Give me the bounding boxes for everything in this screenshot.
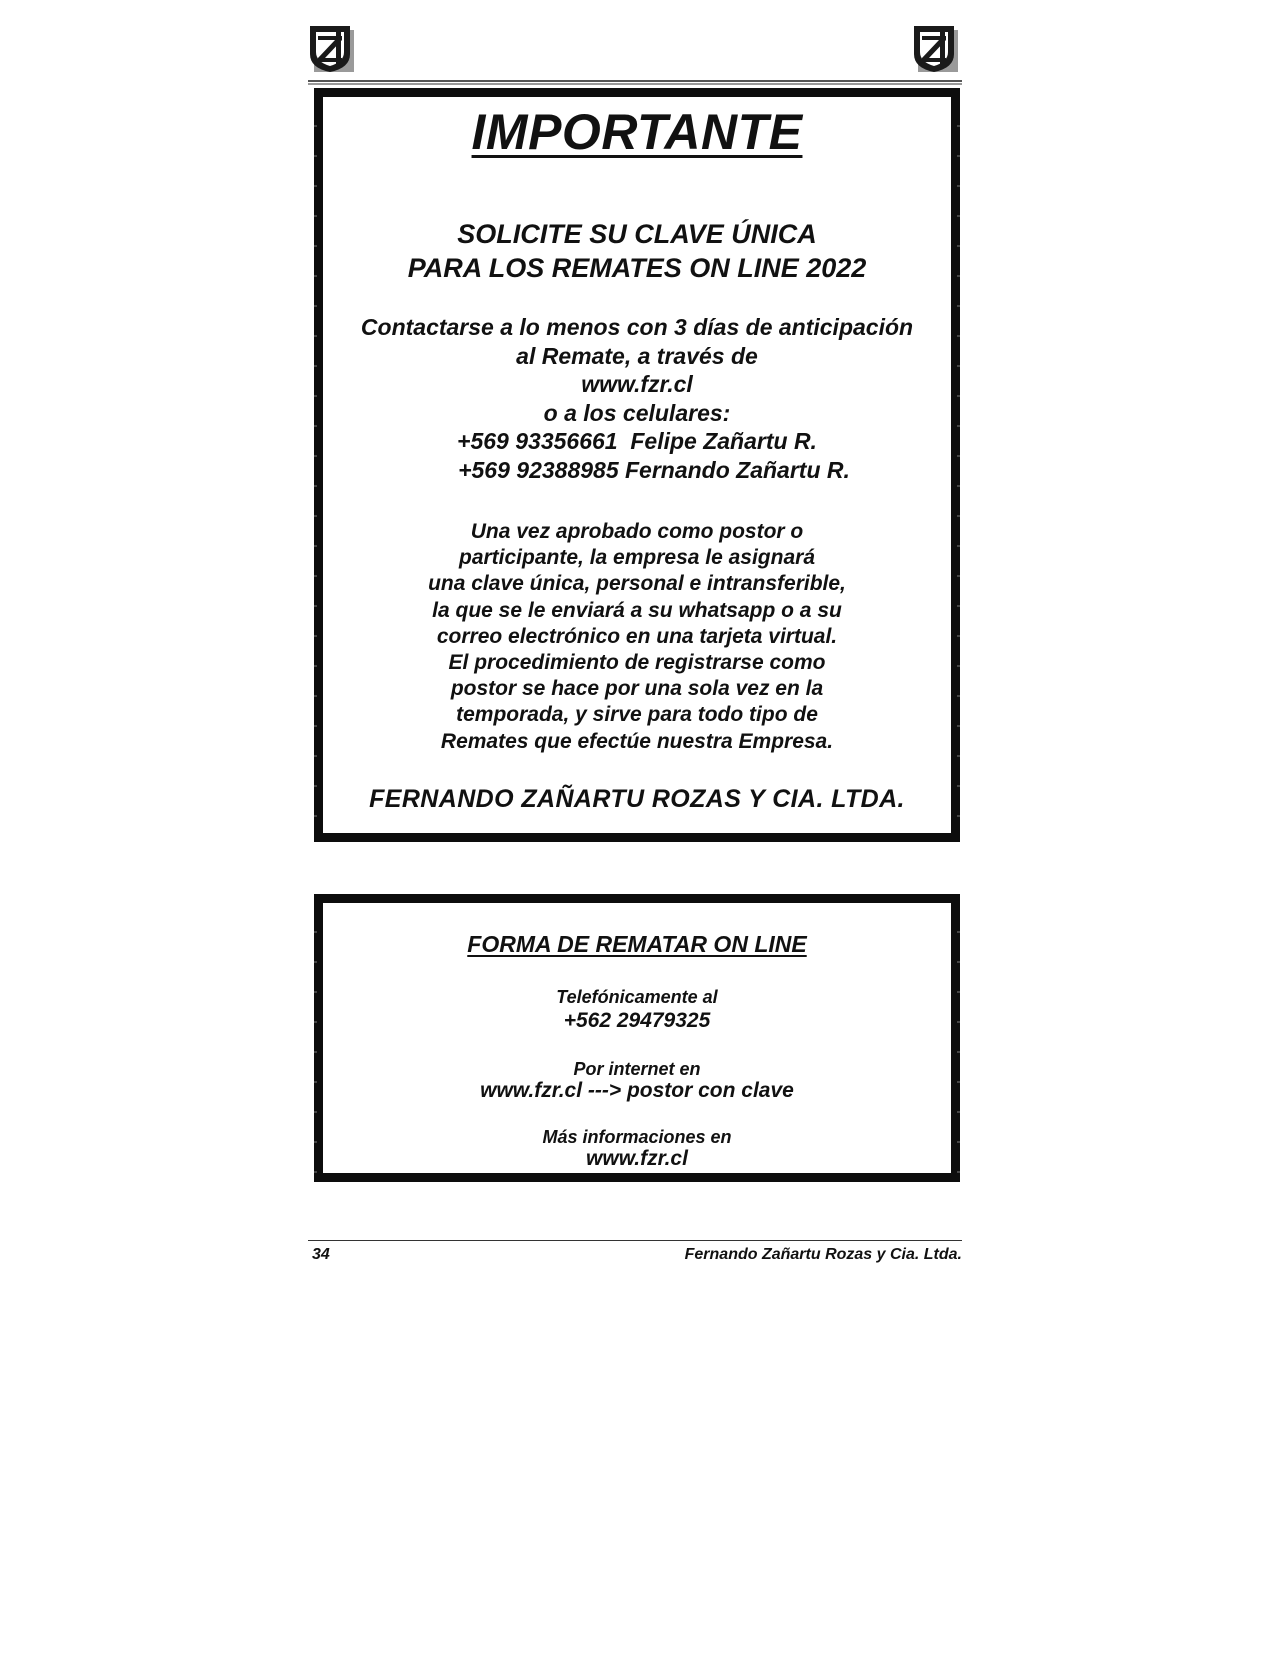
contact-phone: +569 93356661 Felipe Zañartu R. xyxy=(457,428,817,454)
phone-number: +562 29479325 xyxy=(563,1009,711,1032)
page-number: 34 xyxy=(312,1246,330,1263)
info-line: postor se hace por una sola vez en la xyxy=(450,677,824,701)
info-line: Remates que efectúe nuestra Empresa. xyxy=(440,729,834,753)
contact-line: o a los celulares: xyxy=(543,399,731,426)
contact-line: al Remate, a través de xyxy=(516,342,758,369)
clave-unica-line: PARA LOS REMATES ON LINE 2022 xyxy=(407,253,867,283)
info-line: participante, la empresa le asignará xyxy=(459,546,815,570)
forma-title: FORMA DE REMATAR ON LINE xyxy=(467,931,807,957)
footer-divider xyxy=(308,1240,962,1241)
more-info-link[interactable]: www.fzr.cl xyxy=(586,1147,688,1170)
clave-unica-line: SOLICITE SU CLAVE ÚNICA xyxy=(457,219,817,249)
info-line: correo electrónico en una tarjeta virtual. xyxy=(436,624,838,648)
company-name: FERNANDO ZAÑARTU ROZAS Y CIA. LTDA. xyxy=(369,785,905,813)
internet-label: Por internet en xyxy=(573,1059,701,1079)
info-line: El procedimiento de registrarse como xyxy=(448,651,826,675)
internet-link[interactable]: www.fzr.cl ---> postor con clave xyxy=(480,1079,794,1102)
header-divider xyxy=(308,80,962,85)
importante-title: IMPORTANTE xyxy=(471,104,803,160)
phone-label: Telefónicamente al xyxy=(556,987,718,1007)
more-info-label: Más informaciones en xyxy=(542,1127,732,1147)
info-line: Una vez aprobado como postor o xyxy=(470,520,804,543)
contact-line: Contactarse a lo menos con 3 días de anticipación xyxy=(360,314,914,340)
info-line: una clave única, personal e intransferible, xyxy=(428,572,846,596)
contact-instructions xyxy=(323,313,951,484)
contact-phone: +569 92388985 Fernando Zañartu R. xyxy=(458,456,850,483)
info-line: temporada, y sirve para todo tipo de xyxy=(456,703,818,727)
footer-company: Fernando Zañartu Rozas y Cia. Ltda. xyxy=(684,1246,962,1263)
fzr-shield-logo-icon xyxy=(912,24,960,74)
contact-website: www.fzr.cl xyxy=(581,371,693,397)
importante-box xyxy=(314,88,960,842)
registration-info xyxy=(323,519,951,755)
fzr-shield-logo-icon xyxy=(308,24,356,74)
forma-remate-box xyxy=(314,894,960,1182)
info-line: la que se le enviará a su whatsapp o a su xyxy=(432,598,842,622)
clave-unica-heading xyxy=(323,217,951,285)
